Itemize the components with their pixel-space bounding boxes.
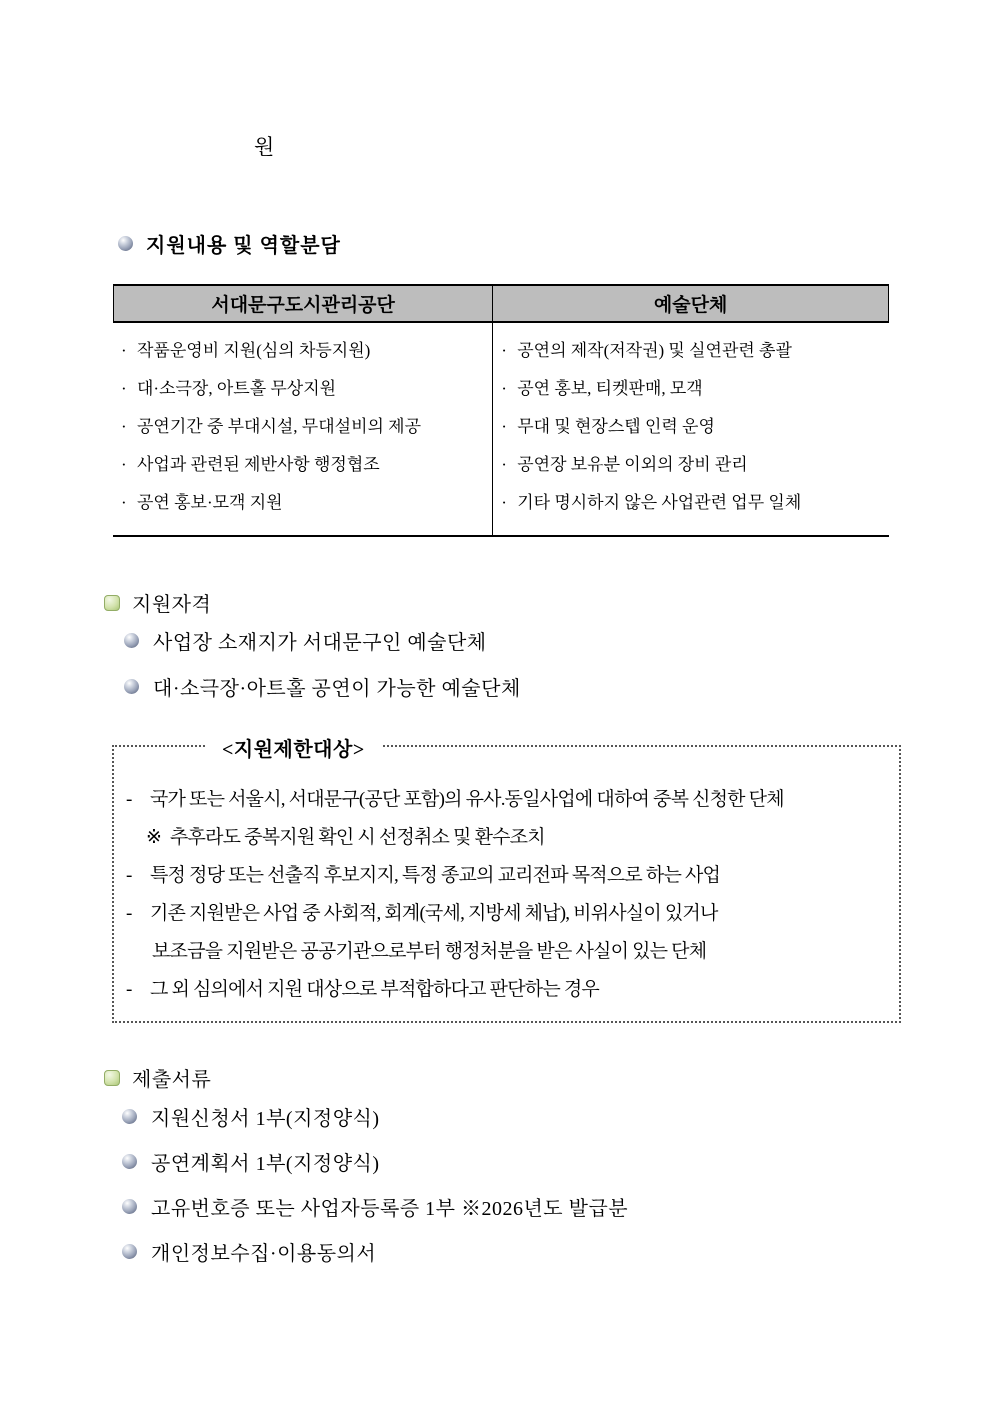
eligibility-heading — [104, 588, 211, 617]
table-row — [501, 408, 885, 446]
table-item-text: 공연의 제작(저작권) 및 실연관련 총괄 — [517, 341, 792, 360]
table-row — [121, 408, 488, 446]
documents-heading-label: 제출서류 — [132, 1069, 212, 1091]
table-item-text: 무대 및 현장스텝 인력 운영 — [517, 417, 715, 436]
line-marker: - — [126, 903, 132, 924]
dot-bullet-icon: · — [501, 379, 507, 398]
documents-heading — [104, 1063, 211, 1092]
restriction-box — [112, 739, 901, 1023]
restriction-text: 기존 지원받은 사업 중 사회적, 회계(국세, 지방세 체납), 비위사실이 있거나 — [150, 903, 718, 924]
sphere-bullet-icon — [122, 1244, 137, 1259]
restriction-line-note — [126, 819, 889, 857]
table-item-text: 공연 홍보, 티켓판매, 모객 — [517, 379, 703, 398]
dot-bullet-icon: · — [501, 341, 507, 360]
restriction-line — [126, 971, 889, 1009]
roles-table-header-row — [113, 286, 889, 323]
sphere-bullet-icon — [122, 1199, 137, 1214]
restriction-text: 특정 정당 또는 선출직 후보지지, 특정 종교의 교리전파 목적으로 하는 사업 — [150, 865, 721, 886]
line-marker: ※ — [146, 827, 162, 848]
document-item-text: 공연계획서 1부(지정양식) — [151, 1153, 380, 1175]
section-documents — [104, 1063, 629, 1265]
roles-table — [113, 284, 889, 537]
table-row — [501, 484, 885, 522]
sphere-bullet-icon — [118, 236, 133, 251]
document-item-text: 개인정보수집·이용동의서 — [151, 1243, 377, 1265]
section-eligibility — [104, 588, 521, 700]
eligibility-item — [124, 672, 521, 701]
section-heading-label: 지원내용 및 역할분담 — [146, 235, 341, 257]
roles-table-header-artgroup: 예술단체 — [653, 295, 728, 316]
dot-bullet-icon: · — [121, 455, 127, 474]
restriction-line — [126, 781, 889, 819]
table-row — [121, 370, 488, 408]
eligibility-item-text: 대·소극장·아트홀 공연이 가능한 예술단체 — [153, 678, 521, 700]
table-row — [121, 332, 488, 370]
table-row — [501, 446, 885, 484]
line-marker: - — [126, 865, 132, 886]
restriction-box-title: <지원제한대상> — [206, 733, 381, 762]
roles-table-header-agency: 서대문구도시관리공단 — [114, 286, 493, 321]
table-item-text: 공연장 보유분 이외의 장비 관리 — [517, 455, 748, 474]
dot-bullet-icon: · — [121, 493, 127, 512]
table-row — [121, 484, 488, 522]
eligibility-item-text: 사업장 소재지가 서대문구인 예술단체 — [153, 632, 487, 654]
document-item — [122, 1192, 628, 1221]
table-row — [501, 370, 885, 408]
table-row — [121, 446, 488, 484]
roles-table-body — [113, 323, 889, 535]
restriction-text: 그 외 심의에서 지원 대상으로 부적합하다고 판단하는 경우 — [150, 979, 599, 1000]
sphere-bullet-icon — [122, 1109, 137, 1124]
eligibility-item — [124, 626, 487, 655]
line-marker: - — [126, 979, 132, 1000]
table-item-text: 사업과 관련된 제반사항 행정협조 — [137, 455, 380, 474]
restriction-text: 추후라도 중복지원 확인 시 선정취소 및 환수조치 — [170, 827, 545, 848]
table-item-text: 기타 명시하지 않은 사업관련 업무 일체 — [517, 493, 802, 512]
restriction-text: 보조금을 지원받은 공공기관으로부터 행정처분을 받은 사실이 있는 단체 — [152, 941, 707, 962]
table-row — [501, 332, 885, 370]
section-heading-support-roles — [118, 229, 341, 258]
table-item-text: 공연 홍보·모객 지원 — [137, 493, 283, 512]
sphere-bullet-icon — [122, 1154, 137, 1169]
dot-bullet-icon: · — [121, 417, 127, 436]
table-item-text: 작품운영비 지원(심의 차등지원) — [137, 341, 371, 360]
dot-bullet-icon: · — [501, 455, 507, 474]
green-square-bullet-icon — [104, 595, 120, 611]
table-item-text: 공연기간 중 부대시설, 무대설비의 제공 — [137, 417, 422, 436]
line-marker: - — [126, 789, 132, 810]
sphere-bullet-icon — [124, 633, 139, 648]
stray-text: 원 — [254, 135, 275, 159]
restriction-line-continuation — [126, 933, 889, 971]
document-item — [122, 1147, 380, 1176]
roles-table-cell-artgroup — [493, 323, 889, 535]
dot-bullet-icon: · — [501, 493, 507, 512]
sphere-bullet-icon — [124, 679, 139, 694]
restriction-line — [126, 857, 889, 895]
table-item-text: 대·소극장, 아트홀 무상지원 — [137, 379, 337, 398]
dot-bullet-icon: · — [121, 379, 127, 398]
document-item-text: 지원신청서 1부(지정양식) — [151, 1108, 380, 1130]
restriction-line — [126, 895, 889, 933]
green-square-bullet-icon — [104, 1070, 120, 1086]
document-item — [122, 1237, 376, 1266]
eligibility-heading-label: 지원자격 — [132, 594, 212, 616]
document-item-text: 고유번호증 또는 사업자등록증 1부 ※2026년도 발급분 — [151, 1198, 629, 1220]
dot-bullet-icon: · — [501, 417, 507, 436]
restriction-text: 국가 또는 서울시, 서대문구(공단 포함)의 유사.동일사업에 대하여 중복 신청한 단체 — [150, 789, 784, 810]
document-item — [122, 1102, 380, 1131]
roles-table-cell-agency — [113, 323, 493, 535]
dot-bullet-icon: · — [121, 341, 127, 360]
